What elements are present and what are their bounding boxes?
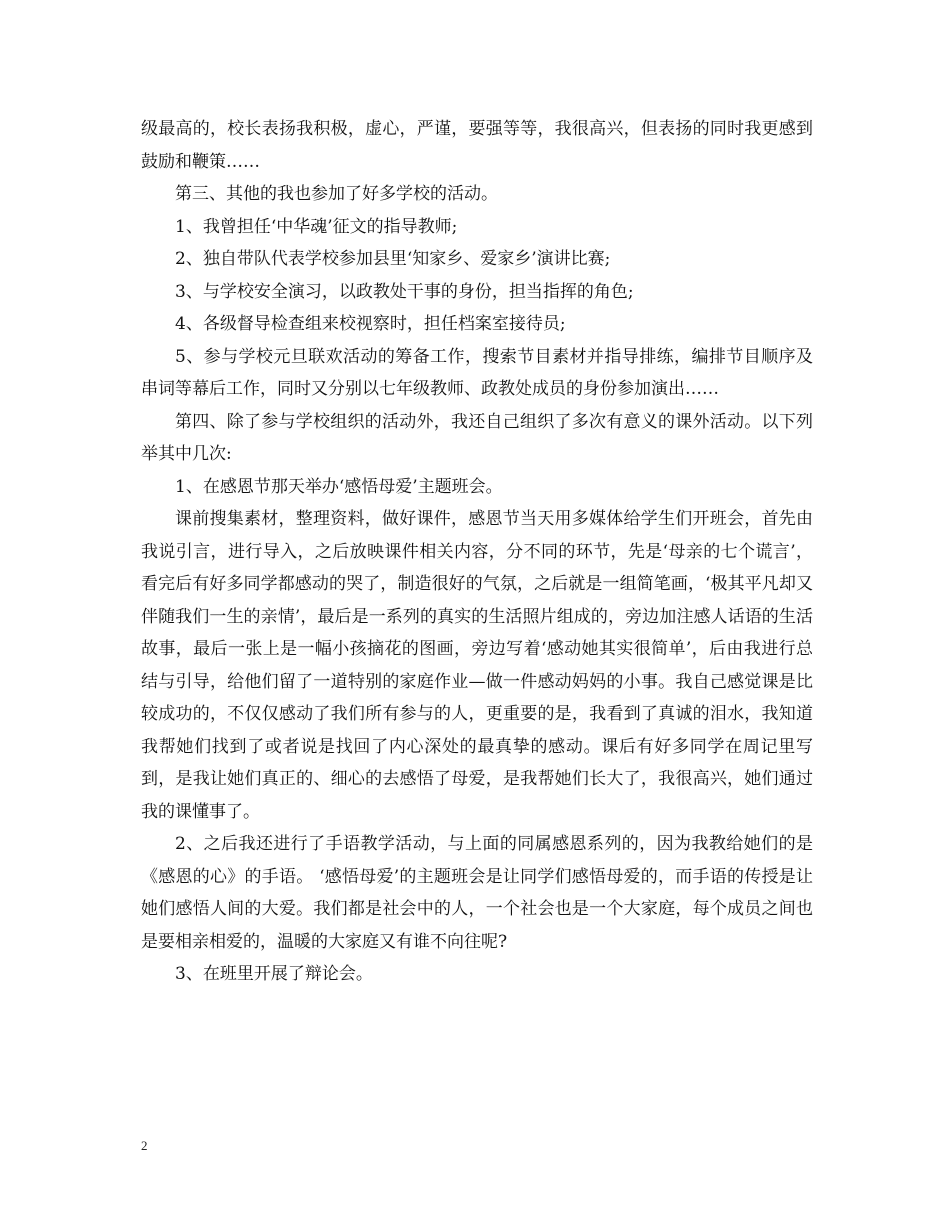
paragraph-9: 1、在感恩节那天举办‘感悟母爱’主题班会。 (175, 476, 503, 497)
paragraph-2: 第三、其他的我也参加了好多学校的活动。 (175, 184, 498, 204)
body-text (141, 113, 813, 991)
paragraph-7: 5、参与学校元旦联欢活动的筹备工作，搜索节目素材并指导排练，编排节目顺序及串词等幕后工作，同时又分别以七年级教师、政教处成员的身份参加演出…… (141, 346, 813, 399)
paragraph-4: 2、独自带队代表学校参加县里‘知家乡、爱家乡’演讲比赛; (175, 249, 611, 269)
paragraph-5: 3、与学校安全演习，以政教处干事的身份，担当指挥的角色; (175, 281, 634, 302)
paragraph-1: 级最高的，校长表扬我积极，虚心，严谨，要强等等，我很高兴，但表扬的同时我更感到鼓励和鞭策…… (141, 119, 813, 172)
paragraph-12: 3、在班里开展了辩论会。 (175, 964, 373, 984)
paragraph-10: 课前搜集素材，整理资料，做好课件，感恩节当天用多媒体给学生们开班会，首先由我说引言，进行导入，之后放映课件相关内容，分不同的环节，先是‘母亲的七个谎言’，看完后有好多同学都感动的哭了，制造很好的气氛，之后就是一组简笔画，‘极其平凡却又伴随我们一生的亲情’，最后是一系列的真实的生活照片组成的，旁边加注感人话语的生活故事，最后一张上是一幅小孩摘花的图画，旁边写着‘感动她其实很简单’，后由我进行总结与引导，给他们留了一道特别的家庭作业—做一件感动妈妈的小事。我自己感觉课是比较成功的，不仅仅感动了我们所有参与的人，更重要的是，我看到了真诚的泪水，我知道我帮她们找到了或者说是找回了内心深处的最真挚的感动。课后有好多同学在周记里写到，是我让她们真正的、细心的去感悟了母爱，是我帮她们长大了，我很高兴，她们通过我的课懂事了。 (141, 509, 813, 822)
page-number: 2 (141, 1138, 148, 1153)
paragraph-8: 第四、除了参与学校组织的活动外，我还自己组织了多次有意义的课外活动。以下列举其中几次: (141, 411, 813, 464)
paragraph-11: 2、之后我还进行了手语教学活动，与上面的同属感恩系列的，因为我教给她们的是《感恩的心》的手语。 ‘感悟母爱’的主题班会是让同学们感悟母爱的，而手语的传授是让她们感悟人间的大爱。我们都是社会中的人，一个社会也是一个大家庭，每个成员之间也是要相亲相爱的，温暖的大家庭又有谁不向往呢? (141, 834, 813, 952)
paragraph-6: 4、各级督导检查组来校视察时，担任档案室接待员; (175, 314, 566, 334)
paragraph-3: 1、我曾担任‘中华魂’征文的指导教师; (175, 216, 458, 237)
